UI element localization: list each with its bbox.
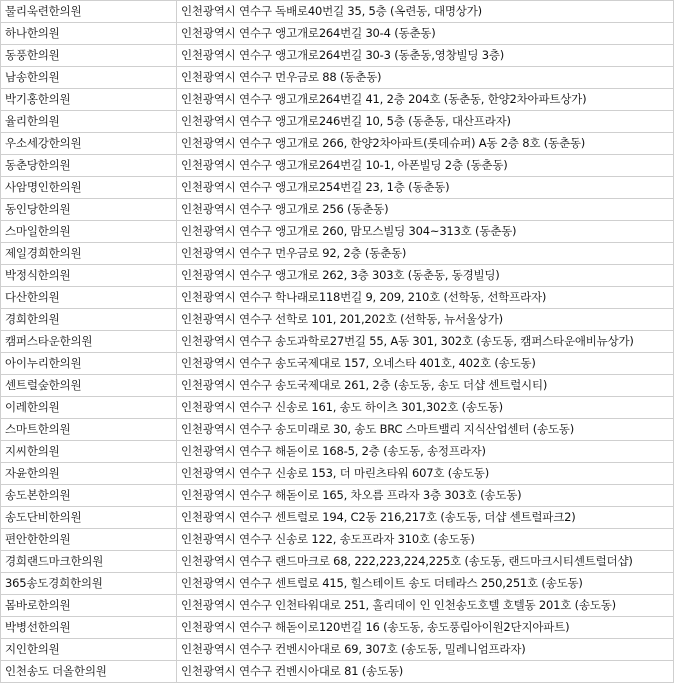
- clinic-address-cell[interactable]: 인천광역시 연수구 송도과학로27번길 55, A동 301, 302호 (송도동, 캠퍼스타운애비뉴상가): [177, 331, 674, 353]
- table-row: [1, 551, 674, 573]
- clinic-name-cell[interactable]: 남송한의원: [1, 67, 177, 89]
- table-row: [1, 463, 674, 485]
- clinic-name-cell[interactable]: 다산한의원: [1, 287, 177, 309]
- clinic-address-cell[interactable]: 인천광역시 연수구 랜드마크로 68, 222,223,224,225호 (송도동, 랜드마크시티센트럴더샵): [177, 551, 674, 573]
- clinic-address-cell[interactable]: 인천광역시 연수구 해돋이로120번길 16 (송도동, 송도풍림아이원2단지아파트): [177, 617, 674, 639]
- table-row: [1, 485, 674, 507]
- clinic-name-cell[interactable]: 센트럴숲한의원: [1, 375, 177, 397]
- table-row: [1, 573, 674, 595]
- table-row: [1, 441, 674, 463]
- table-row: [1, 111, 674, 133]
- clinic-name-cell[interactable]: 캠퍼스타운한의원: [1, 331, 177, 353]
- table-row: [1, 67, 674, 89]
- clinic-name-cell[interactable]: 편안한한의원: [1, 529, 177, 551]
- clinic-address-cell[interactable]: 인천광역시 연수구 센트럴로 194, C2동 216,217호 (송도동, 더샵 센트럴파크2): [177, 507, 674, 529]
- clinic-name-cell[interactable]: 하나한의원: [1, 23, 177, 45]
- clinic-address-cell[interactable]: 인천광역시 연수구 앵고개로246번길 10, 5층 (동춘동, 대산프라자): [177, 111, 674, 133]
- clinic-name-cell[interactable]: 경희랜드마크한의원: [1, 551, 177, 573]
- table-row: [1, 177, 674, 199]
- clinic-name-cell[interactable]: 율리한의원: [1, 111, 177, 133]
- clinic-address-cell[interactable]: 인천광역시 연수구 인천타워대로 251, 홀리데이 인 인천송도호텔 호텔동 201호 (송도동): [177, 595, 674, 617]
- table-row: [1, 287, 674, 309]
- clinic-address-cell[interactable]: 인천광역시 연수구 앵고개로254번길 23, 1층 (동춘동): [177, 177, 674, 199]
- clinic-name-cell[interactable]: 박병선한의원: [1, 617, 177, 639]
- table-row: [1, 45, 674, 67]
- clinic-address-cell[interactable]: 인천광역시 연수구 먼우금로 88 (동춘동): [177, 67, 674, 89]
- clinic-address-cell[interactable]: 인천광역시 연수구 앵고개로 256 (동춘동): [177, 199, 674, 221]
- table-row: [1, 661, 674, 683]
- table-row: [1, 529, 674, 551]
- table-row: [1, 353, 674, 375]
- clinic-address-cell[interactable]: 인천광역시 연수구 학나래로118번길 9, 209, 210호 (선학동, 선학프라자): [177, 287, 674, 309]
- clinic-address-cell[interactable]: 인천광역시 연수구 송도미래로 30, 송도 BRC 스마트밸리 지식산업센터 (송도동): [177, 419, 674, 441]
- clinic-address-cell[interactable]: 인천광역시 연수구 앵고개로 266, 한양2차아파트(롯데슈퍼) A동 2층 8호 (동춘동): [177, 133, 674, 155]
- table-row: [1, 309, 674, 331]
- clinic-address-cell[interactable]: 인천광역시 연수구 먼우금로 92, 2층 (동춘동): [177, 243, 674, 265]
- table-row: [1, 331, 674, 353]
- clinic-address-cell[interactable]: 인천광역시 연수구 해돋이로 165, 차오름 프라자 3층 303호 (송도동): [177, 485, 674, 507]
- table-row: [1, 155, 674, 177]
- clinic-name-cell[interactable]: 동춘당한의원: [1, 155, 177, 177]
- clinic-name-cell[interactable]: 박정식한의원: [1, 265, 177, 287]
- clinic-address-cell[interactable]: 인천광역시 연수구 해돋이로 168-5, 2층 (송도동, 송정프라자): [177, 441, 674, 463]
- table-row: [1, 375, 674, 397]
- clinic-name-cell[interactable]: 스마트한의원: [1, 419, 177, 441]
- clinic-address-cell[interactable]: 인천광역시 연수구 센트럴로 415, 힐스테이트 송도 더테라스 250,251호 (송도동): [177, 573, 674, 595]
- table-row: [1, 617, 674, 639]
- clinic-address-cell[interactable]: 인천광역시 연수구 앵고개로264번길 30-4 (동춘동): [177, 23, 674, 45]
- clinic-name-cell[interactable]: 우소세강한의원: [1, 133, 177, 155]
- clinic-name-cell[interactable]: 지인한의원: [1, 639, 177, 661]
- clinic-address-cell[interactable]: 인천광역시 연수구 컨벤시아대로 81 (송도동): [177, 661, 674, 683]
- clinic-name-cell[interactable]: 동인당한의원: [1, 199, 177, 221]
- clinic-address-cell[interactable]: 인천광역시 연수구 신송로 161, 송도 하이츠 301,302호 (송도동): [177, 397, 674, 419]
- table-row: [1, 639, 674, 661]
- table-row: [1, 1, 674, 23]
- clinic-name-cell[interactable]: 사암명인한의원: [1, 177, 177, 199]
- clinic-address-cell[interactable]: 인천광역시 연수구 독배로40번길 35, 5층 (옥련동, 대명상가): [177, 1, 674, 23]
- clinic-address-cell[interactable]: 인천광역시 연수구 송도국제대로 157, 오네스타 401호, 402호 (송도동): [177, 353, 674, 375]
- clinic-address-cell[interactable]: 인천광역시 연수구 컨벤시아대로 69, 307호 (송도동, 밀레니엄프라자): [177, 639, 674, 661]
- clinic-name-cell[interactable]: 제일경희한의원: [1, 243, 177, 265]
- clinic-address-cell[interactable]: 인천광역시 연수구 앵고개로 260, 맘모스빌딩 304~313호 (동춘동): [177, 221, 674, 243]
- table-row: [1, 397, 674, 419]
- clinic-name-cell[interactable]: 이레한의원: [1, 397, 177, 419]
- clinic-name-cell[interactable]: 인천송도 더올한의원: [1, 661, 177, 683]
- table-row: [1, 243, 674, 265]
- clinic-name-cell[interactable]: 물리욱련한의원: [1, 1, 177, 23]
- table-row: [1, 265, 674, 287]
- clinic-address-cell[interactable]: 인천광역시 연수구 앵고개로264번길 10-1, 아폰빌딩 2층 (동춘동): [177, 155, 674, 177]
- clinic-name-cell[interactable]: 송도단비한의원: [1, 507, 177, 529]
- clinic-name-cell[interactable]: 동풍한의원: [1, 45, 177, 67]
- clinic-address-cell[interactable]: 인천광역시 연수구 송도국제대로 261, 2층 (송도동, 송도 더샵 센트럴시티): [177, 375, 674, 397]
- clinic-name-cell[interactable]: 송도본한의원: [1, 485, 177, 507]
- clinic-name-cell[interactable]: 아이누리한의원: [1, 353, 177, 375]
- clinic-name-cell[interactable]: 자윤한의원: [1, 463, 177, 485]
- table-row: [1, 133, 674, 155]
- clinic-address-cell[interactable]: 인천광역시 연수구 앵고개로264번길 41, 2층 204호 (동춘동, 한양2차아파트상가): [177, 89, 674, 111]
- table-row: [1, 595, 674, 617]
- clinic-address-cell[interactable]: 인천광역시 연수구 앵고개로264번길 30-3 (동춘동,영창빌딩 3층): [177, 45, 674, 67]
- table-row: [1, 507, 674, 529]
- clinic-name-cell[interactable]: 365송도경희한의원: [1, 573, 177, 595]
- table-row: [1, 221, 674, 243]
- clinic-name-cell[interactable]: 경희한의원: [1, 309, 177, 331]
- clinic-address-cell[interactable]: 인천광역시 연수구 신송로 122, 송도프라자 310호 (송도동): [177, 529, 674, 551]
- table-row: [1, 89, 674, 111]
- table-row: [1, 23, 674, 45]
- table-row: [1, 419, 674, 441]
- clinic-address-cell[interactable]: 인천광역시 연수구 앵고개로 262, 3층 303호 (동춘동, 동경빌딩): [177, 265, 674, 287]
- clinic-address-cell[interactable]: 인천광역시 연수구 선학로 101, 201,202호 (선학동, 뉴서울상가): [177, 309, 674, 331]
- clinic-name-cell[interactable]: 지씨한의원: [1, 441, 177, 463]
- clinic-name-cell[interactable]: 박기홍한의원: [1, 89, 177, 111]
- clinic-name-cell[interactable]: 스마일한의원: [1, 221, 177, 243]
- clinic-name-cell[interactable]: 몸바로한의원: [1, 595, 177, 617]
- clinic-address-cell[interactable]: 인천광역시 연수구 신송로 153, 더 마린츠타워 607호 (송도동): [177, 463, 674, 485]
- table-row: [1, 199, 674, 221]
